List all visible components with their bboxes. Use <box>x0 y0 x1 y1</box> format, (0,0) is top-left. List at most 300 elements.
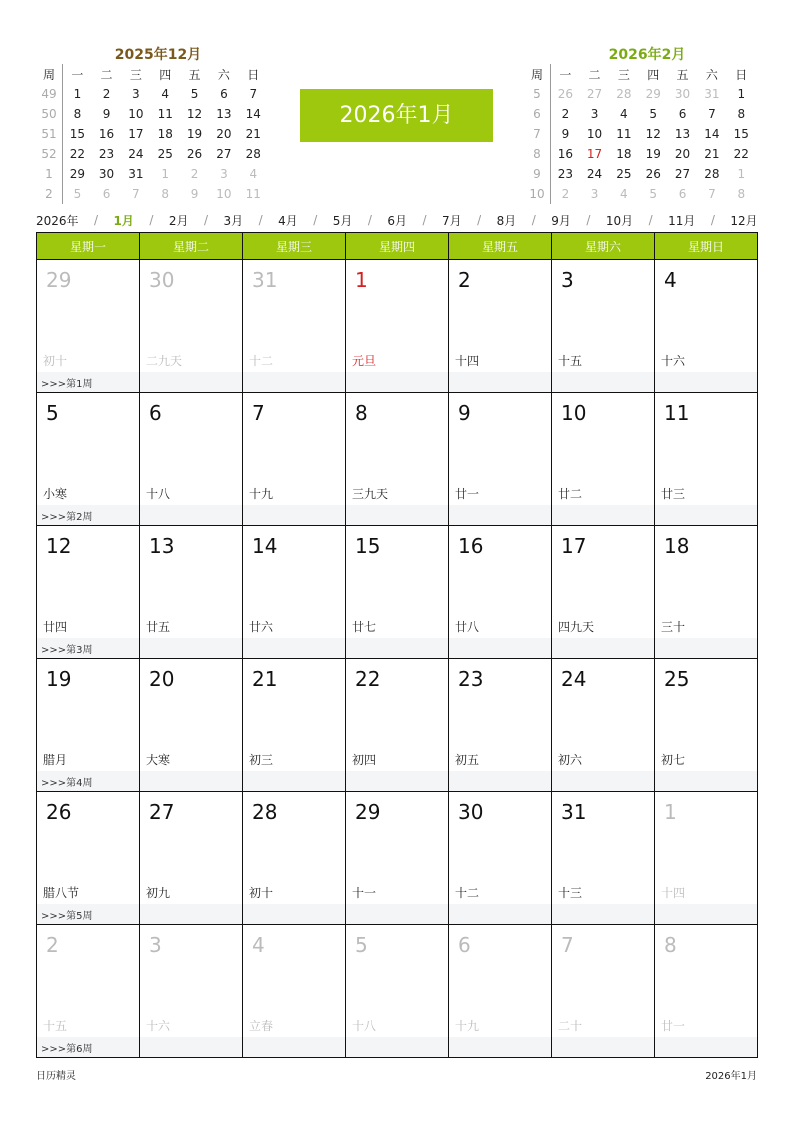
lunar-date: 初七 <box>661 753 686 767</box>
mini-day[interactable]: 1 <box>161 167 170 181</box>
day-number: 7 <box>252 401 265 425</box>
day-cell[interactable] <box>37 260 140 393</box>
day-cell[interactable] <box>37 659 140 792</box>
week-strip <box>243 372 345 392</box>
day-cell[interactable] <box>346 260 449 393</box>
mini-day[interactable]: 18 <box>157 127 173 141</box>
day-number: 11 <box>664 401 690 425</box>
mini-calendar-prev <box>36 46 268 204</box>
month-nav-separator: / <box>531 213 536 227</box>
lunar-date: 廿五 <box>146 620 171 634</box>
day-cell[interactable] <box>552 260 655 393</box>
day-cell[interactable] <box>140 260 243 393</box>
mini-day[interactable]: 10 <box>128 107 144 121</box>
mini-week-row <box>524 104 756 124</box>
mini-day[interactable]: 9 <box>561 127 570 141</box>
week-strip <box>140 1037 242 1057</box>
mini-day[interactable]: 17 <box>586 147 603 161</box>
mini-week-row <box>36 104 268 124</box>
day-number: 2 <box>458 268 471 292</box>
day-cell[interactable] <box>37 925 140 1058</box>
mini-calendar-next <box>524 46 756 204</box>
mini-header-row <box>36 64 268 84</box>
week-strip <box>552 1037 654 1057</box>
lunar-date: 小寒 <box>43 487 68 501</box>
day-cell[interactable] <box>243 260 346 393</box>
mini-day[interactable]: 17 <box>128 127 144 141</box>
day-cell[interactable] <box>37 792 140 925</box>
week-strip <box>37 904 139 924</box>
day-cell[interactable] <box>243 925 346 1058</box>
mini-day[interactable]: 21 <box>245 127 261 141</box>
week-label: >>>第1周 <box>41 379 93 390</box>
month-nav-item[interactable]: 7月 <box>442 213 462 228</box>
week-row <box>37 925 758 1058</box>
week-row <box>37 260 758 393</box>
mini-week-row <box>524 184 756 204</box>
mini-day[interactable]: 6 <box>678 187 687 201</box>
lunar-date: 初十 <box>249 886 274 900</box>
mini-day[interactable]: 11 <box>616 127 632 141</box>
mini-week-number: 1 <box>36 164 63 184</box>
mini-day[interactable]: 7 <box>132 187 140 201</box>
lunar-date: 廿四 <box>43 620 68 634</box>
mini-day[interactable]: 3 <box>590 187 599 201</box>
mini-weekday-header: 一 <box>71 67 84 82</box>
day-number: 17 <box>561 534 587 558</box>
mini-day[interactable]: 30 <box>98 167 115 181</box>
month-nav-year: 2026年 <box>36 213 79 228</box>
lunar-date: 腊月 <box>43 753 68 767</box>
day-number: 4 <box>664 268 677 292</box>
lunar-date: 廿一 <box>455 487 480 501</box>
week-strip <box>449 1037 551 1057</box>
day-number: 3 <box>149 933 162 957</box>
weekday-header: 星期五 <box>449 233 552 260</box>
week-strip <box>140 638 242 658</box>
day-cell[interactable] <box>655 925 758 1058</box>
mini-day[interactable]: 14 <box>245 107 261 121</box>
day-cell[interactable] <box>346 659 449 792</box>
day-number: 8 <box>664 933 677 957</box>
day-number: 14 <box>252 534 278 558</box>
mini-day[interactable]: 10 <box>586 127 603 141</box>
mini-day[interactable]: 23 <box>557 167 574 181</box>
day-cell[interactable] <box>346 925 449 1058</box>
week-strip <box>655 505 757 525</box>
day-number: 29 <box>46 268 72 292</box>
mini-day[interactable]: 19 <box>186 127 203 141</box>
month-nav-item[interactable]: 3月 <box>223 213 244 228</box>
day-cell[interactable] <box>140 393 243 526</box>
week-row <box>37 526 758 659</box>
lunar-date: 初三 <box>249 753 274 767</box>
mini-weekday-header: 二 <box>100 67 113 82</box>
month-nav-item[interactable]: 4月 <box>278 213 298 228</box>
mini-weekday-header: 二 <box>588 67 601 82</box>
mini-day[interactable]: 7 <box>708 107 716 121</box>
mini-day[interactable]: 1 <box>737 167 746 181</box>
mini-day[interactable]: 28 <box>704 167 720 181</box>
mini-day[interactable]: 8 <box>737 107 746 121</box>
month-nav-item[interactable]: 5月 <box>332 213 353 228</box>
mini-weekday-header: 一 <box>559 67 572 82</box>
day-number: 23 <box>458 667 484 691</box>
week-strip <box>449 638 551 658</box>
mini-day[interactable]: 24 <box>128 147 144 161</box>
mini-day[interactable]: 16 <box>557 147 574 161</box>
day-cell[interactable] <box>346 526 449 659</box>
mini-week-row <box>36 144 268 164</box>
day-number: 2 <box>46 933 59 957</box>
mini-day[interactable]: 29 <box>645 87 661 101</box>
lunar-date: 立春 <box>249 1019 274 1033</box>
mini-day[interactable]: 31 <box>704 87 720 101</box>
week-strip <box>449 505 551 525</box>
mini-day[interactable]: 27 <box>216 147 232 161</box>
mini-day[interactable]: 6 <box>102 187 111 201</box>
day-cell[interactable] <box>37 393 140 526</box>
day-cell[interactable] <box>552 925 655 1058</box>
day-cell[interactable] <box>243 393 346 526</box>
mini-day[interactable]: 3 <box>220 167 228 181</box>
week-strip <box>140 372 242 392</box>
mini-week-row <box>524 84 756 104</box>
mini-day[interactable]: 27 <box>586 87 603 101</box>
mini-week-number: 52 <box>36 144 63 164</box>
lunar-date: 初六 <box>558 753 583 767</box>
day-number: 21 <box>252 667 278 691</box>
mini-weekday-header: 三 <box>129 67 142 82</box>
mini-day[interactable]: 5 <box>190 87 199 101</box>
mini-day[interactable]: 4 <box>620 107 628 121</box>
mini-week-number: 49 <box>36 84 63 104</box>
week-strip <box>140 771 242 791</box>
mini-day[interactable]: 16 <box>98 127 115 141</box>
lunar-date: 廿六 <box>249 620 274 634</box>
mini-day[interactable]: 28 <box>245 147 261 161</box>
mini-day[interactable]: 6 <box>678 107 687 121</box>
mini-weekday-header: 六 <box>217 67 230 82</box>
mini-week-number: 5 <box>524 84 551 104</box>
week-strip <box>37 372 139 392</box>
day-number: 6 <box>149 401 162 425</box>
day-number: 10 <box>561 401 587 425</box>
day-cell[interactable] <box>655 260 758 393</box>
month-nav-item[interactable]: 6月 <box>387 213 408 228</box>
day-cell[interactable] <box>552 393 655 526</box>
mini-weekday-header: 日 <box>735 67 748 82</box>
lunar-date: 廿七 <box>352 620 377 634</box>
day-cell[interactable] <box>655 393 758 526</box>
mini-day[interactable]: 30 <box>674 87 691 101</box>
mini-day[interactable]: 1 <box>73 87 82 101</box>
month-nav-separator: / <box>586 213 591 227</box>
week-strip <box>655 771 757 791</box>
lunar-date: 四九天 <box>558 620 595 634</box>
day-number: 3 <box>561 268 574 292</box>
day-number: 9 <box>458 401 471 425</box>
day-cell[interactable] <box>243 792 346 925</box>
day-number: 29 <box>355 800 381 824</box>
week-label: >>>第4周 <box>41 778 93 789</box>
mini-day[interactable]: 2 <box>190 167 199 181</box>
lunar-date: 三十 <box>661 620 686 634</box>
mini-weekday-header: 日 <box>247 67 260 82</box>
mini-day[interactable]: 26 <box>645 167 661 181</box>
week-strip <box>37 505 139 525</box>
month-nav-item[interactable]: 10月 <box>605 213 634 228</box>
day-cell[interactable] <box>449 792 552 925</box>
month-grid <box>36 232 758 1058</box>
footer-month: 2026年1月 <box>705 1071 757 1082</box>
mini-day[interactable]: 1 <box>737 87 746 101</box>
mini-day[interactable]: 3 <box>590 107 599 121</box>
week-strip <box>552 372 654 392</box>
mini-day[interactable]: 4 <box>249 167 258 181</box>
day-number: 18 <box>664 534 690 558</box>
mini-day[interactable]: 7 <box>249 87 258 101</box>
weekday-header: 星期二 <box>140 233 243 260</box>
lunar-date: 廿二 <box>558 487 583 501</box>
weekday-header: 星期一 <box>37 233 140 260</box>
day-cell[interactable] <box>37 526 140 659</box>
mini-day[interactable]: 25 <box>157 147 173 161</box>
mini-day[interactable]: 22 <box>69 147 86 161</box>
mini-day[interactable]: 12 <box>186 107 203 121</box>
lunar-date: 十九 <box>455 1019 480 1033</box>
weekday-header: 星期六 <box>552 233 655 260</box>
lunar-date: 三九天 <box>352 487 389 501</box>
week-strip <box>243 638 345 658</box>
mini-day[interactable]: 21 <box>704 147 720 161</box>
month-nav-item[interactable]: 11月 <box>668 213 696 228</box>
mini-day[interactable]: 11 <box>245 187 261 201</box>
mini-day[interactable]: 13 <box>674 127 691 141</box>
lunar-date: 元旦 <box>352 354 377 368</box>
week-label: >>>第5周 <box>41 911 93 922</box>
week-strip <box>346 505 448 525</box>
mini-day[interactable]: 9 <box>190 187 199 201</box>
day-cell[interactable] <box>655 792 758 925</box>
day-cell[interactable] <box>140 925 243 1058</box>
mini-day[interactable]: 28 <box>616 87 632 101</box>
mini-day[interactable]: 4 <box>161 87 170 101</box>
mini-day[interactable]: 24 <box>586 167 603 181</box>
mini-day[interactable]: 11 <box>157 107 173 121</box>
mini-calendar-next-table <box>524 64 756 204</box>
day-cell[interactable] <box>552 792 655 925</box>
lunar-date: 二十 <box>558 1019 583 1033</box>
mini-day[interactable]: 3 <box>132 87 140 101</box>
day-cell[interactable] <box>449 659 552 792</box>
day-number: 16 <box>458 534 484 558</box>
mini-day[interactable]: 31 <box>128 167 144 181</box>
mini-week-number: 6 <box>524 104 551 124</box>
mini-day[interactable]: 5 <box>73 187 82 201</box>
lunar-date: 十八 <box>352 1019 377 1033</box>
month-nav-separator: / <box>203 213 209 227</box>
mini-day[interactable]: 29 <box>69 167 86 181</box>
mini-day[interactable]: 14 <box>704 127 720 141</box>
mini-day[interactable]: 8 <box>737 187 746 201</box>
mini-day[interactable]: 8 <box>161 187 170 201</box>
day-cell[interactable] <box>346 393 449 526</box>
mini-day[interactable]: 4 <box>620 187 628 201</box>
day-cell[interactable] <box>243 526 346 659</box>
week-strip <box>140 505 242 525</box>
week-strip <box>243 1037 345 1057</box>
mini-day[interactable]: 2 <box>561 187 570 201</box>
lunar-date: 二九天 <box>146 354 183 368</box>
day-cell[interactable] <box>655 526 758 659</box>
lunar-date: 廿八 <box>455 620 480 634</box>
month-nav-item[interactable]: 8月 <box>496 213 517 228</box>
weekday-header: 星期三 <box>243 233 346 260</box>
mini-day[interactable]: 6 <box>220 87 228 101</box>
week-strip <box>552 904 654 924</box>
lunar-date: 十四 <box>661 886 686 900</box>
day-number: 1 <box>664 800 677 824</box>
mini-weekday-header: 六 <box>705 67 718 82</box>
mini-day[interactable]: 5 <box>649 187 658 201</box>
mini-day[interactable]: 8 <box>73 107 82 121</box>
day-number: 5 <box>355 933 368 957</box>
day-cell[interactable] <box>449 925 552 1058</box>
mini-week-number: 9 <box>524 164 551 184</box>
mini-weekday-header: 四 <box>647 67 660 82</box>
month-nav-separator: / <box>313 213 318 227</box>
month-nav-separator: / <box>149 213 154 227</box>
mini-day[interactable]: 20 <box>216 127 232 141</box>
mini-header-row <box>524 64 756 84</box>
lunar-date: 十五 <box>558 354 583 368</box>
lunar-date: 初五 <box>455 753 480 767</box>
week-row <box>37 792 758 925</box>
day-number: 31 <box>252 268 278 292</box>
day-cell[interactable] <box>655 659 758 792</box>
mini-weekday-header: 三 <box>617 67 630 82</box>
lunar-date: 廿一 <box>661 1019 686 1033</box>
week-strip <box>140 904 242 924</box>
day-cell[interactable] <box>140 659 243 792</box>
day-cell[interactable] <box>243 659 346 792</box>
week-strip <box>552 638 654 658</box>
month-nav-item[interactable]: 12月 <box>730 213 758 228</box>
mini-day[interactable]: 23 <box>98 147 115 161</box>
month-nav-item[interactable]: 1月 <box>113 213 134 228</box>
week-strip <box>37 638 139 658</box>
mini-day[interactable]: 27 <box>674 167 691 181</box>
mini-day[interactable]: 26 <box>557 87 574 101</box>
mini-week-row <box>36 124 268 144</box>
day-cell[interactable] <box>140 526 243 659</box>
month-nav-separator: / <box>477 213 482 227</box>
mini-day[interactable]: 15 <box>69 127 86 141</box>
mini-day[interactable]: 26 <box>186 147 203 161</box>
mini-day[interactable]: 9 <box>102 107 111 121</box>
day-number: 20 <box>149 667 175 691</box>
day-number: 4 <box>252 933 265 957</box>
mini-weekday-header: 五 <box>188 67 201 82</box>
lunar-date: 十三 <box>558 886 583 900</box>
day-cell[interactable] <box>449 260 552 393</box>
mini-day[interactable]: 25 <box>616 167 632 181</box>
week-strip <box>449 904 551 924</box>
mini-day[interactable]: 13 <box>216 107 232 121</box>
mini-week-row <box>36 84 268 104</box>
month-nav-item[interactable]: 2月 <box>168 213 189 228</box>
day-cell[interactable] <box>140 792 243 925</box>
week-strip <box>449 771 551 791</box>
day-number: 1 <box>355 268 368 292</box>
day-cell[interactable] <box>346 792 449 925</box>
day-number: 5 <box>46 401 59 425</box>
lunar-date: 十六 <box>661 354 686 368</box>
mini-day[interactable]: 12 <box>645 127 661 141</box>
lunar-date: 初十 <box>43 354 68 368</box>
mini-day[interactable]: 5 <box>649 107 658 121</box>
week-strip <box>243 505 345 525</box>
mini-weekday-header: 四 <box>159 67 172 82</box>
day-number: 25 <box>664 667 690 691</box>
mini-day[interactable]: 2 <box>102 87 111 101</box>
day-cell[interactable] <box>552 659 655 792</box>
mini-week-row <box>36 164 268 184</box>
mini-day[interactable]: 7 <box>708 187 716 201</box>
weekday-header: 星期四 <box>346 233 449 260</box>
mini-week-header: 周 <box>36 64 63 84</box>
lunar-date: 腊八节 <box>43 886 80 900</box>
day-cell[interactable] <box>449 526 552 659</box>
week-row <box>37 393 758 526</box>
week-strip <box>346 372 448 392</box>
day-cell[interactable] <box>552 526 655 659</box>
day-number: 19 <box>46 667 72 691</box>
mini-week-number: 50 <box>36 104 63 124</box>
mini-day[interactable]: 10 <box>216 187 232 201</box>
month-nav-item[interactable]: 9月 <box>551 213 571 228</box>
day-number: 15 <box>355 534 381 558</box>
month-nav-separator: / <box>258 213 263 227</box>
mini-day[interactable]: 20 <box>674 147 691 161</box>
lunar-date: 十二 <box>455 886 480 900</box>
day-cell[interactable] <box>449 393 552 526</box>
lunar-date: 廿三 <box>661 487 686 501</box>
day-number: 7 <box>561 933 574 957</box>
week-strip <box>655 1037 757 1057</box>
week-strip <box>346 904 448 924</box>
mini-calendar-prev-title: 2025年12月 <box>114 47 202 63</box>
mini-day[interactable]: 2 <box>561 107 570 121</box>
day-number: 30 <box>458 800 484 824</box>
lunar-date: 大寒 <box>146 753 171 767</box>
week-strip <box>37 1037 139 1057</box>
week-strip <box>552 505 654 525</box>
mini-week-number: 7 <box>524 124 551 144</box>
mini-day[interactable]: 19 <box>645 147 661 161</box>
mini-week-number: 2 <box>36 184 63 204</box>
lunar-date: 十二 <box>249 354 274 368</box>
lunar-date: 十九 <box>249 487 274 501</box>
mini-day[interactable]: 15 <box>733 127 749 141</box>
day-number: 13 <box>149 534 175 558</box>
lunar-date: 十四 <box>455 354 480 368</box>
mini-day[interactable]: 18 <box>616 147 632 161</box>
week-strip <box>243 771 345 791</box>
day-number: 8 <box>355 401 368 425</box>
mini-day[interactable]: 22 <box>733 147 749 161</box>
